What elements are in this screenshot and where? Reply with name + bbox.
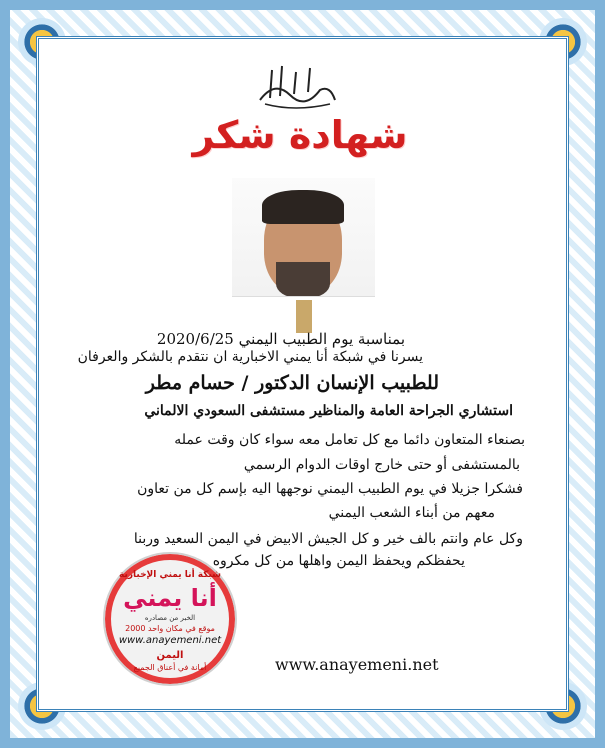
logo-site: www.anayemeni.net <box>118 635 222 646</box>
intro-line: يسرنا في شبكة أنا يمني الاخبارية ان نتقدم بالشكر والعرفان <box>77 349 423 365</box>
paragraph-line: معهم من أبناء الشعب اليمني <box>328 505 495 521</box>
paragraph-line: فشكرا جزيلا في يوم الطبيب اليمني نوجهها اليه بإسم كل من تعاون <box>137 481 523 497</box>
logo-count-text: 2000 موقع في مكان واحد <box>125 624 215 633</box>
certificate-title: شهادة شكر <box>192 113 408 157</box>
logo-ring-text: شبكة أنا يمني الإخبارية <box>119 570 221 580</box>
occasion-line: بمناسبة يوم الطبيب اليمني 2020/6/25 <box>156 330 405 348</box>
paragraph-line: بصنعاء المتعاون دائما مع كل تعامل معه سواء كان وقت عمله <box>174 432 525 448</box>
recipient-position: استشاري الجراحة العامة والمناظير مستشفى السعودي الالماني <box>144 403 513 419</box>
website-url: www.anayemeni.net <box>275 655 439 674</box>
paragraph-line: وكل عام وانتم بالف خير و كل الجيش الابيض في اليمن السعيد وربنا <box>133 531 523 547</box>
recipient-name: للطبيب الإنسان الدكتور / حسام مطر <box>145 372 439 394</box>
paragraph-line: بالمستشفى أو حتى خارج اوقات الدوام الرسمي <box>243 457 520 473</box>
paragraph-line: يحفظكم ويحفظ اليمن واهلها من كل مكروه <box>212 553 465 569</box>
anayemeni-logo <box>103 552 237 686</box>
logo-motto: أمانة في أعناق الجميع <box>133 663 207 672</box>
logo-brand: أنا يمني <box>123 584 217 612</box>
logo-tagline: الخبر من مصادره <box>144 614 196 622</box>
recipient-photo <box>232 178 375 333</box>
basmala-calligraphy-icon <box>250 60 340 110</box>
logo-country: اليمن <box>156 650 184 661</box>
